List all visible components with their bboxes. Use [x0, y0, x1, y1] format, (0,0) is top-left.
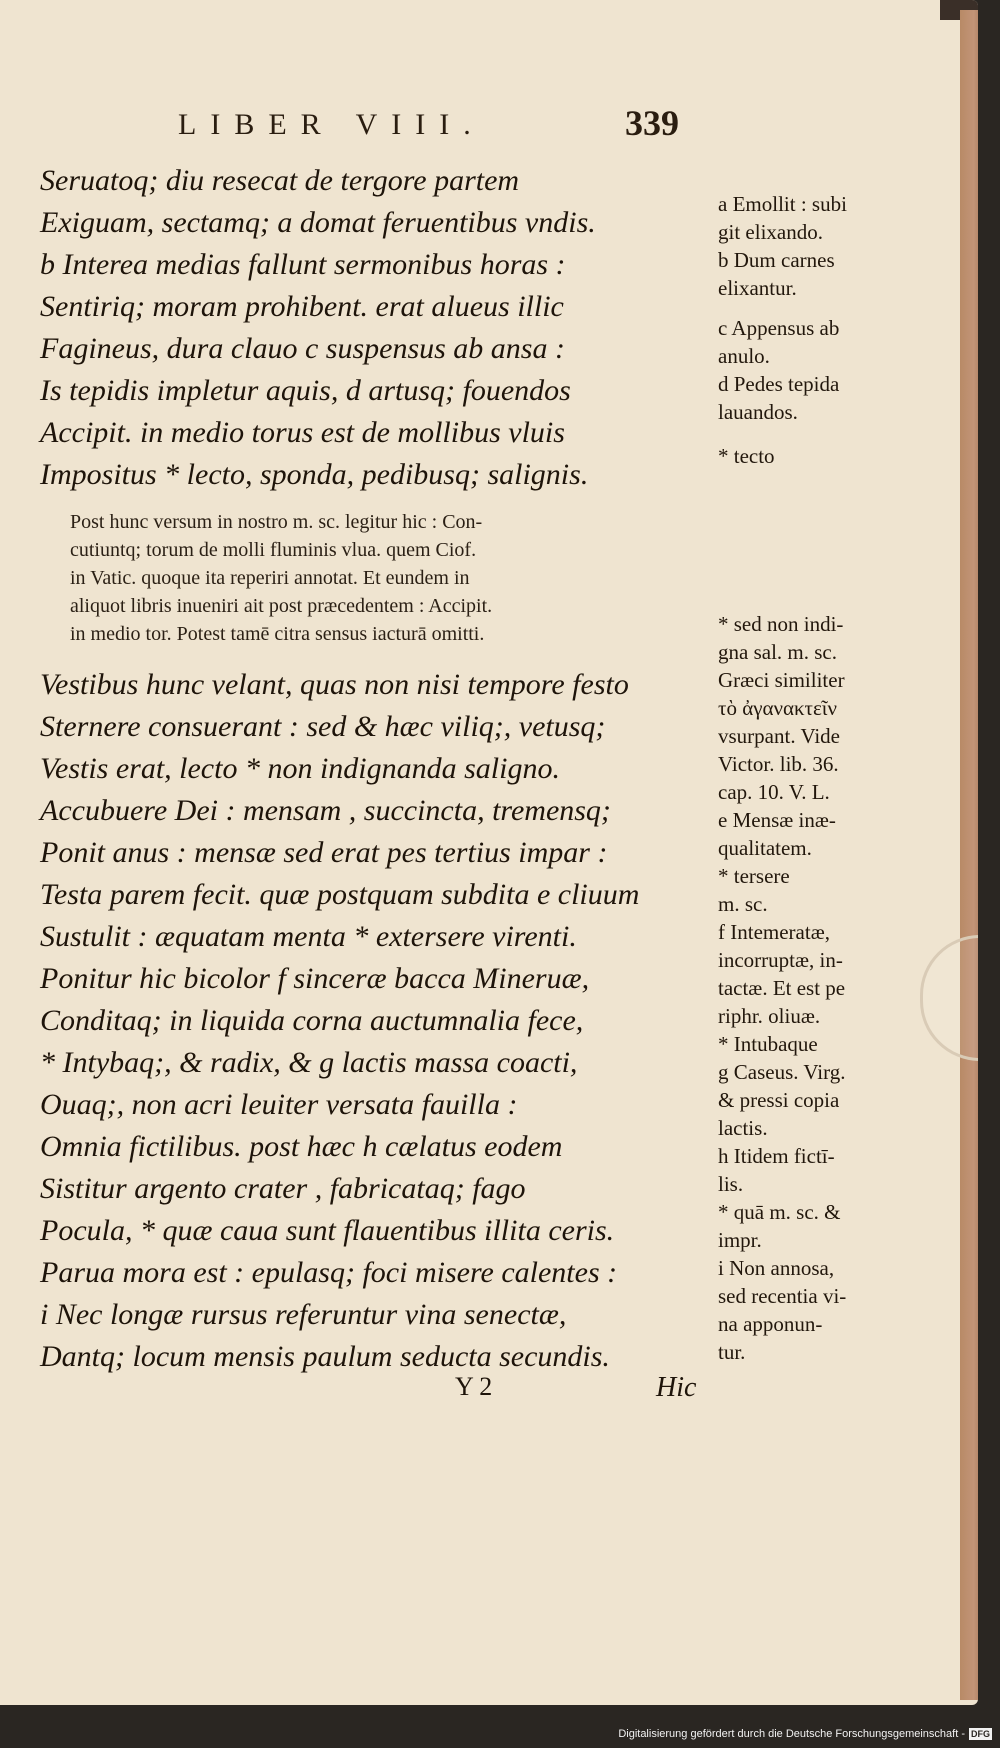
page-fore-edge — [960, 10, 978, 1700]
commentary-line: in medio tor. Potest tamē citra sensus iacturā omitti. — [70, 623, 485, 645]
margin-note-line: gna sal. m. sc. — [718, 640, 837, 664]
verse-line: Pocula, * quæ caua sunt flauentibus illita ceris. — [40, 1214, 615, 1247]
commentary-line: cutiuntq; torum de molli fluminis vlua. quem Ciof. — [70, 539, 477, 561]
verse-line: Exiguam, sectamq; a domat feruentibus vndis. — [40, 206, 596, 239]
margin-note-line: riphr. oliuæ. — [718, 1004, 821, 1028]
margin-note-line: & pressi copia — [718, 1088, 840, 1112]
margin-note-line: * Intubaque — [718, 1032, 818, 1056]
margin-note-line: h Itidem fictī- — [718, 1144, 835, 1168]
margin-note-line: τὸ ἀγανακτεῖν — [718, 696, 837, 720]
margin-note-line: Victor. lib. 36. — [718, 752, 839, 776]
margin-note-line: cap. 10. V. L. — [718, 780, 830, 804]
commentary-note — [70, 508, 690, 648]
margin-note-line: incorruptæ, in- — [718, 948, 843, 972]
margin-note-line: lactis. — [718, 1116, 768, 1140]
verse-line: Vestibus hunc velant, quas non nisi tempore festo — [40, 668, 629, 701]
margin-note-line: Græci similiter — [718, 668, 845, 692]
verse-line: Seruatoq; diu resecat de tergore partem — [40, 164, 520, 197]
verse-line: Parua mora est : epulasq; foci misere calentes : — [40, 1256, 618, 1289]
page-number: 339 — [625, 103, 679, 143]
catchword: Hic — [656, 1372, 697, 1403]
margin-note-line: elixantur. — [718, 276, 797, 300]
margin-note-line: f Intemeratæ, — [718, 920, 830, 944]
commentary-line: Post hunc versum in nostro m. sc. legitur hic : Con- — [70, 511, 483, 533]
verse-line: b Interea medias fallunt sermonibus horas : — [40, 248, 566, 281]
verse-line: Sternere consuerant : sed & hæc viliq;, vetusq; — [40, 710, 606, 743]
margin-note-line: git elixando. — [718, 220, 823, 244]
margin-notes-top — [718, 190, 898, 470]
signature-mark: Y 2 — [455, 1372, 493, 1401]
margin-note-line: qualitatem. — [718, 836, 812, 860]
verse-line: Ponitur hic bicolor f sinceræ bacca Mineruæ, — [40, 962, 590, 995]
verse-line: Omnia fictilibus. post hæc h cælatus eodem — [40, 1130, 563, 1163]
dfg-logo: DFG — [971, 1729, 990, 1739]
page-footer — [0, 1372, 720, 1412]
margin-note-line: c Appensus ab — [718, 316, 840, 340]
verse-line: Impositus * lecto, sponda, pedibusq; salignis. — [40, 458, 589, 491]
running-head: LIBER VIII. — [178, 108, 485, 141]
margin-note-line: a Emollit : subi — [718, 192, 847, 216]
margin-note-line: i Non annosa, — [718, 1256, 835, 1280]
margin-note-line: lauandos. — [718, 400, 798, 424]
verse-line: Vestis erat, lecto * non indignanda saligno. — [40, 752, 560, 785]
margin-note-line: * quā m. sc. & — [718, 1200, 841, 1224]
page-header — [0, 103, 700, 148]
verse-line: Sentiriq; moram prohibent. erat alueus illic — [40, 290, 564, 323]
verse-block-bottom — [40, 664, 730, 1378]
verse-line: Accipit. in medio torus est de mollibus vluis — [40, 416, 565, 449]
margin-note-line: tur. — [718, 1340, 746, 1364]
margin-note-line: * tersere — [718, 864, 790, 888]
margin-note-line: m. sc. — [718, 892, 768, 916]
verse-line: Dantq; locum mensis paulum seducta secundis. — [40, 1340, 610, 1373]
credit-text: Digitalisierung gefördert durch die Deutsche Forschungsgemeinschaft - — [618, 1728, 965, 1740]
margin-note-line: * sed non indi- — [718, 612, 844, 636]
verse-line: Ouaq;, non acri leuiter versata fauilla : — [40, 1088, 518, 1121]
verse-line: Conditaq; in liquida corna auctumnalia fece, — [40, 1004, 584, 1037]
verse-line: i Nec longæ rursus referuntur vina senectæ, — [40, 1298, 567, 1331]
verse-line: Sistitur argento crater , fabricataq; fago — [40, 1172, 526, 1205]
verse-line: Sustulit : æquatam menta * extersere virenti. — [40, 920, 577, 953]
verse-line: Ponit anus : mensæ sed erat pes tertius impar : — [40, 836, 608, 869]
margin-note-line: na apponun- — [718, 1312, 823, 1336]
margin-note-line: tactæ. Et est pe — [718, 976, 846, 1000]
margin-note-line: lis. — [718, 1172, 744, 1196]
margin-notes-bottom — [718, 610, 898, 1366]
verse-line: Accubuere Dei : mensam , succincta, tremensq; — [40, 794, 611, 827]
commentary-line: in Vatic. quoque ita reperiri annotat. Et eundem in — [70, 567, 470, 589]
verse-line: Fagineus, dura clauo c suspensus ab ansa : — [40, 332, 565, 365]
verse-line: * Intybaq;, & radix, & g lactis massa coacti, — [40, 1046, 578, 1079]
digitization-credit — [618, 1728, 992, 1740]
margin-note-line: anulo. — [718, 344, 770, 368]
commentary-line: aliquot libris inueniri ait post præcedentem : Accipit. — [70, 595, 493, 617]
margin-note-line: * tecto — [718, 444, 775, 468]
bookmark-tab — [920, 935, 978, 1061]
margin-note-line: d Pedes tepida — [718, 372, 840, 396]
margin-note-line: impr. — [718, 1228, 762, 1252]
margin-note-line: b Dum carnes — [718, 248, 835, 272]
margin-note-line: g Caseus. Virg. — [718, 1060, 846, 1084]
verse-line: Testa parem fecit. quæ postquam subdita e cliuum — [40, 878, 640, 911]
verse-block-top — [40, 160, 730, 496]
margin-note-line: e Mensæ inæ- — [718, 808, 836, 832]
margin-note-line: sed recentia vi- — [718, 1284, 847, 1308]
verse-line: Is tepidis impletur aquis, d artusq; fouendos — [40, 374, 571, 407]
margin-note-line: vsurpant. Vide — [718, 724, 841, 748]
